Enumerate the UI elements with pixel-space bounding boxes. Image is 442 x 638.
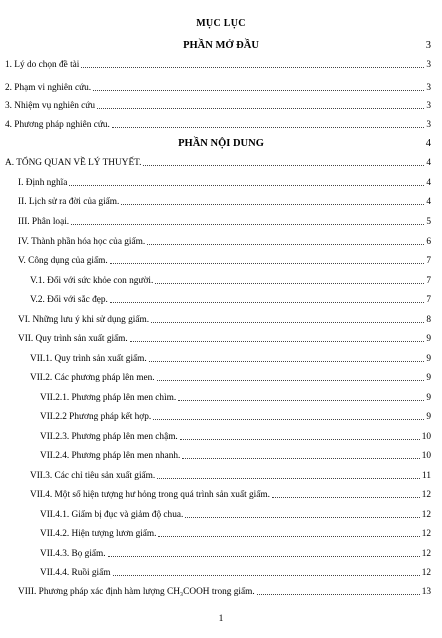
toc-entry bbox=[5, 155, 431, 169]
dot-leader bbox=[158, 536, 419, 537]
dot-leader bbox=[157, 380, 425, 381]
toc-entry-text: A. TỔNG QUAN VỀ LÝ THUYẾT. bbox=[5, 158, 142, 168]
toc-entry-page: 11 bbox=[422, 471, 431, 481]
toc-entry bbox=[18, 331, 431, 345]
toc-entry bbox=[18, 312, 431, 326]
toc-entry-page: 7 bbox=[426, 295, 431, 305]
toc-entry-page: 6 bbox=[426, 237, 431, 247]
toc-entry-text: VII.2.1. Phương pháp lên men chìm. bbox=[40, 393, 177, 403]
toc-entry-page: 9 bbox=[426, 393, 431, 403]
toc-entry-text: 1. Lý do chọn đề tài bbox=[5, 60, 80, 70]
toc-title: MỤC LỤC bbox=[196, 18, 246, 29]
toc-entry-page: 10 bbox=[421, 451, 431, 461]
section-page-number: 4 bbox=[425, 138, 431, 149]
toc-entry-text: VII.2. Các phương pháp lên men. bbox=[30, 373, 155, 383]
toc-entry bbox=[18, 584, 431, 598]
toc-entry bbox=[30, 351, 431, 365]
toc-entry-text: VII.1. Quy trình sản xuất giấm. bbox=[30, 354, 147, 364]
toc-entry-page: 3 bbox=[426, 101, 431, 111]
toc-entry bbox=[18, 194, 431, 208]
toc-entry-page: 12 bbox=[421, 490, 431, 500]
dot-leader bbox=[113, 575, 420, 576]
dot-leader bbox=[121, 204, 424, 205]
toc-entry-page: 12 bbox=[421, 510, 431, 520]
toc-entry-text: VII.2.4. Phương pháp lên men nhanh. bbox=[40, 451, 181, 461]
toc-entry bbox=[40, 429, 431, 443]
toc-entry-page: 9 bbox=[426, 354, 431, 364]
toc-entry-page: 9 bbox=[426, 373, 431, 383]
toc-entry-text: V.1. Đối với sức khỏe con người. bbox=[30, 276, 154, 286]
dot-leader bbox=[182, 458, 419, 459]
toc-entry-text: VII.4.2. Hiện tượng lươn giấm. bbox=[40, 529, 157, 539]
toc-entry bbox=[30, 273, 431, 287]
toc-entry-text: I. Định nghĩa bbox=[18, 178, 68, 188]
toc-entry-text: VII.2.2 Phương pháp kết hợp. bbox=[40, 412, 152, 422]
dot-leader bbox=[69, 185, 424, 186]
toc-entry-text: VI. Những lưu ý khi sử dụng giấm. bbox=[18, 315, 150, 325]
toc-entry-text: III. Phân loại. bbox=[18, 217, 70, 227]
dot-leader bbox=[157, 478, 420, 479]
toc-entry bbox=[40, 390, 431, 404]
toc-entry bbox=[18, 214, 431, 228]
toc-entry-page: 12 bbox=[421, 529, 431, 539]
section-page-number: 3 bbox=[425, 40, 431, 51]
dot-leader bbox=[178, 400, 424, 401]
toc-entry bbox=[5, 80, 431, 94]
toc-entry bbox=[5, 57, 431, 71]
dot-leader bbox=[180, 439, 420, 440]
toc-entry bbox=[30, 370, 431, 384]
toc-entry-text: 3. Nhiệm vụ nghiên cứu bbox=[5, 101, 95, 111]
toc-entry-page: 7 bbox=[426, 256, 431, 266]
toc-entry-page: 8 bbox=[426, 315, 431, 325]
dot-leader bbox=[185, 517, 419, 518]
toc-entry bbox=[18, 253, 431, 267]
toc-entry-text: II. Lịch sử ra đời của giấm. bbox=[18, 197, 120, 207]
toc-entry-page: 4 bbox=[426, 158, 431, 168]
toc-entry-text: V. Công dụng của giấm. bbox=[18, 256, 108, 266]
toc-entry-text: VII.4.4. Ruồi giấm bbox=[40, 568, 111, 578]
dot-leader bbox=[71, 224, 424, 225]
dot-leader bbox=[81, 67, 424, 68]
section-title: PHẦN NỘI DUNG bbox=[178, 138, 264, 149]
dot-leader bbox=[97, 108, 424, 109]
toc-entry bbox=[30, 292, 431, 306]
dot-leader bbox=[110, 263, 425, 264]
toc-entry-text: VII.3. Các chỉ tiêu sản xuất giấm. bbox=[30, 471, 156, 481]
dot-leader bbox=[108, 556, 420, 557]
toc-entry-text: IV. Thành phần hóa học của giấm. bbox=[18, 237, 146, 247]
toc-entry-page: 5 bbox=[426, 217, 431, 227]
dot-leader bbox=[151, 322, 424, 323]
toc-entry-page: 9 bbox=[426, 334, 431, 344]
toc-entry-page: 4 bbox=[426, 178, 431, 188]
dot-leader bbox=[257, 594, 420, 595]
toc-entry-page: 7 bbox=[426, 276, 431, 286]
section-title: PHẦN MỞ ĐẦU bbox=[183, 40, 259, 51]
toc-entry-text: VII.4.3. Bọ giấm. bbox=[40, 549, 106, 559]
toc-entry-page: 12 bbox=[421, 568, 431, 578]
toc-entry bbox=[40, 565, 431, 579]
toc-entry bbox=[30, 468, 431, 482]
toc-entry-text: V.2. Đối với sắc đẹp. bbox=[30, 295, 108, 305]
toc-entry bbox=[30, 487, 431, 501]
toc-entry bbox=[5, 117, 431, 131]
dot-leader bbox=[143, 165, 424, 166]
toc-entry bbox=[5, 98, 431, 112]
toc-entry bbox=[18, 234, 431, 248]
toc-entry-page: 4 bbox=[426, 197, 431, 207]
toc-entry-text: VIII. Phương pháp xác định hàm lượng CH₃COOH trong giấm. bbox=[18, 587, 255, 597]
dot-leader bbox=[153, 419, 424, 420]
toc-entry-page: 3 bbox=[426, 60, 431, 70]
toc-entry bbox=[40, 409, 431, 423]
dot-leader bbox=[93, 90, 424, 91]
dot-leader bbox=[112, 127, 424, 128]
toc-entry-page: 3 bbox=[426, 83, 431, 93]
toc-entry-text: 2. Phạm vi nghiên cứu. bbox=[5, 83, 92, 93]
toc-entry-page: 12 bbox=[421, 549, 431, 559]
toc-entry-page: 13 bbox=[421, 587, 431, 597]
toc-entry bbox=[40, 546, 431, 560]
toc-entry-text: VII.4.1. Giấm bị đục và giảm độ chua. bbox=[40, 510, 184, 520]
toc-entry-text: 4. Phương pháp nghiên cứu. bbox=[5, 120, 110, 130]
toc-entry-text: VII.2.3. Phương pháp lên men chậm. bbox=[40, 432, 178, 442]
toc-entry-page: 10 bbox=[421, 432, 431, 442]
toc-entry bbox=[40, 448, 431, 462]
dot-leader bbox=[110, 302, 425, 303]
dot-leader bbox=[155, 283, 424, 284]
toc-entry bbox=[40, 526, 431, 540]
dot-leader bbox=[147, 244, 424, 245]
footer-page-number: 1 bbox=[218, 614, 224, 624]
toc-entry-text: VII. Quy trình sản xuất giấm. bbox=[18, 334, 128, 344]
toc-entry bbox=[18, 175, 431, 189]
toc-entry-page: 9 bbox=[426, 412, 431, 422]
toc-entry-page: 3 bbox=[426, 120, 431, 130]
toc-entry-text: VII.4. Một số hiện tượng hư hỏng trong quá trình sản xuất giấm. bbox=[30, 490, 270, 500]
dot-leader bbox=[130, 341, 425, 342]
dot-leader bbox=[149, 361, 425, 362]
dot-leader bbox=[272, 497, 420, 498]
toc-entry bbox=[40, 507, 431, 521]
